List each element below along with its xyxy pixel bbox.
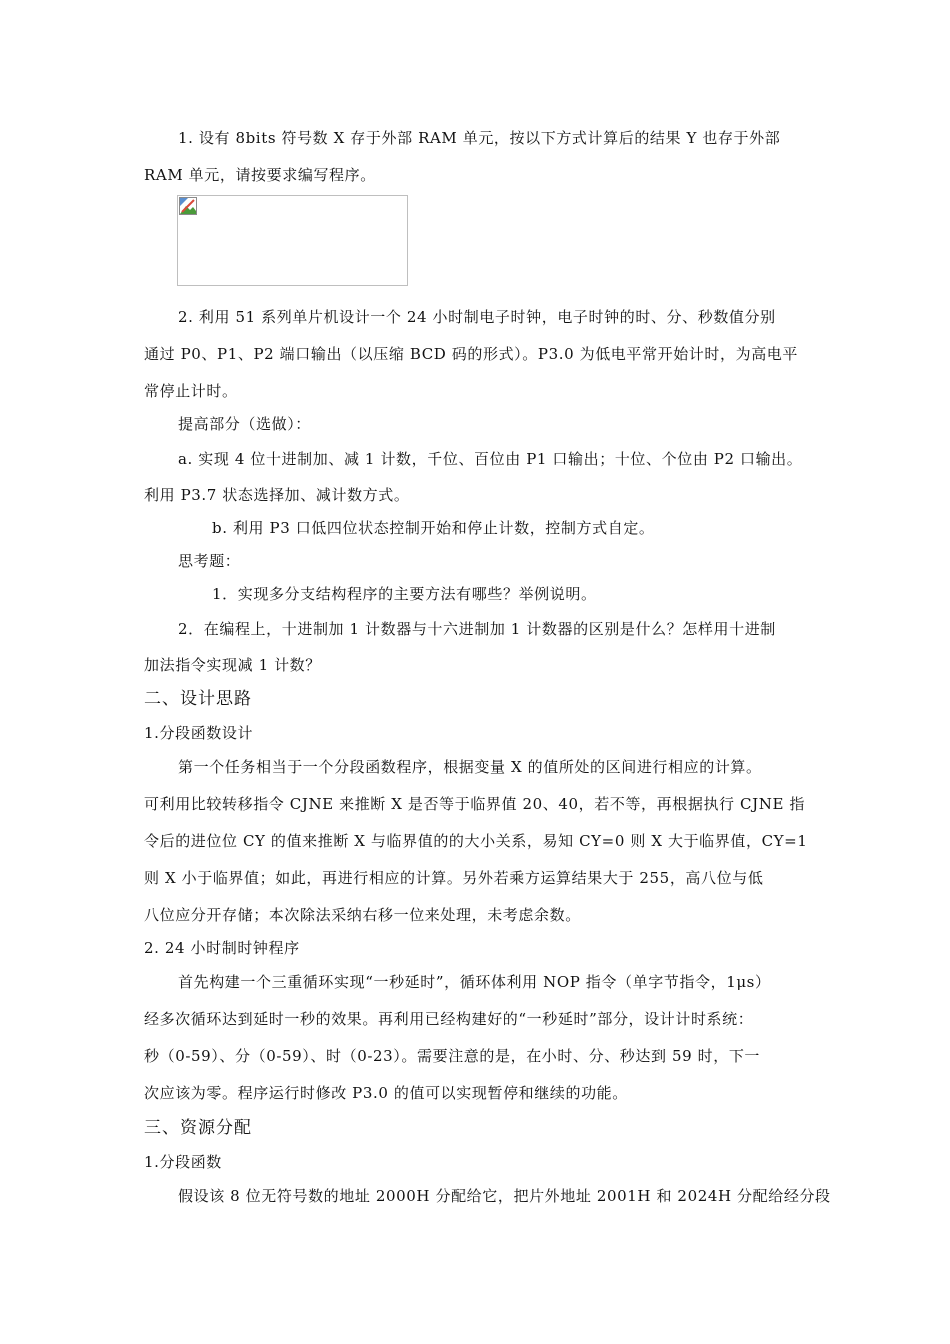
formula-image-placeholder (177, 195, 408, 286)
design-2-line-4: 次应该为零。程序运行时修改 P3.0 的值可以实现暂停和继续的功能。 (144, 1084, 628, 1102)
advanced-a-line-2: 利用 P3.7 状态选择加、减计数方式。 (144, 486, 410, 504)
design-2-line-1: 首先构建一个三重循环实现“一秒延时”，循环体利用 NOP 指令（单字节指令，1μs） (178, 973, 771, 991)
task2-line-1: 2. 利用 51 系列单片机设计一个 24 小时制电子时钟，电子时钟的时、分、秒数值分别 (178, 308, 776, 326)
design-1-line-5: 八位应分开存储；本次除法采纳右移一位来处理，未考虑余数。 (144, 906, 581, 924)
task2-line-3: 常停止计时。 (144, 382, 238, 400)
design-2-line-3: 秒（0-59）、分（0-59）、时（0-23）。需要注意的是，在小时、分、秒达到 59 时，下一 (144, 1047, 761, 1065)
advanced-a-line-1: a. 实现 4 位十进制加、减 1 计数，千位、百位由 P1 口输出；十位、个位由 P2 口输出。 (178, 450, 803, 468)
subsection-1-title: 1.分段函数设计 (144, 724, 254, 742)
think-title: 思考题： (178, 552, 241, 570)
section-2-heading: 二、设计思路 (144, 689, 252, 709)
advanced-b: b. 利用 P3 口低四位状态控制开始和停止计数，控制方式自定。 (212, 519, 655, 537)
task1-line-2: RAM 单元，请按要求编写程序。 (144, 166, 376, 184)
subsection-2-title: 2. 24 小时制时钟程序 (144, 939, 300, 957)
design-1-line-1: 第一个任务相当于一个分段函数程序，根据变量 X 的值所处的区间进行相应的计算。 (178, 758, 762, 776)
broken-image-icon (179, 197, 197, 215)
design-1-line-4: 则 X 小于临界值；如此，再进行相应的计算。另外若乘方运算结果大于 255，高八位与低 (144, 869, 764, 887)
advanced-title: 提高部分（选做）： (178, 415, 311, 433)
design-1-line-2: 可利用比较转移指令 CJNE 来推断 X 是否等于临界值 20、40，若不等，再根据执行 CJNE 指 (144, 795, 805, 813)
design-2-line-2: 经多次循环达到延时一秒的效果。再利用已经构建好的“一秒延时”部分，设计计时系统： (144, 1010, 754, 1028)
design-1-line-3: 令后的进位位 CY 的值来推断 X 与临界值的的大小关系，易知 CY=0 则 X 大于临界值，CY=1 (144, 832, 808, 850)
task2-line-2: 通过 P0、P1、P2 端口输出（以压缩 BCD 码的形式）。P3.0 为低电平常开始计时，为高电平 (144, 345, 799, 363)
allocation-line-1: 假设该 8 位无符号数的地址 2000H 分配给它，把片外地址 2001H 和 2024H 分配给经分段 (178, 1187, 831, 1205)
think-question-2-line-1: 2．在编程上，十进制加 1 计数器与十六进制加 1 计数器的区别是什么？怎样用十进制 (178, 620, 776, 638)
think-question-1: 1．实现多分支结构程序的主要方法有哪些？举例说明。 (212, 585, 597, 603)
task1-line-1: 1. 设有 8bits 符号数 X 存于外部 RAM 单元，按以下方式计算后的结果 Y 也存于外部 (178, 129, 781, 147)
subsection-3-title: 1.分段函数 (144, 1153, 222, 1171)
section-3-heading: 三、资源分配 (144, 1118, 252, 1138)
think-question-2-line-2: 加法指令实现减 1 计数？ (144, 656, 321, 674)
